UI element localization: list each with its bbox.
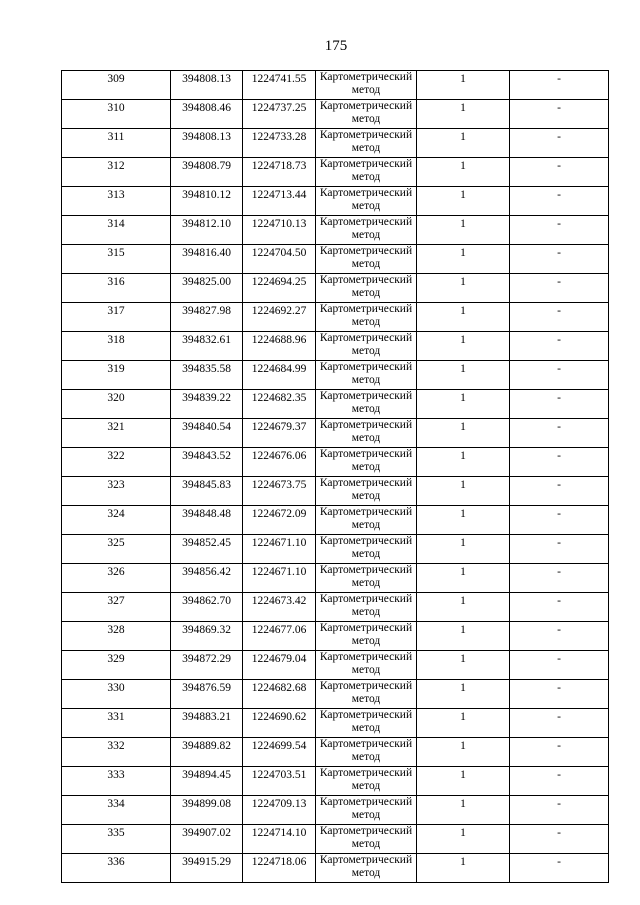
y-coordinate-cell: 1224733.28: [243, 129, 316, 158]
accuracy-cell: 1: [417, 187, 510, 216]
y-coordinate-cell: 1224682.35: [243, 390, 316, 419]
point-number-cell: 318: [62, 332, 171, 361]
table-row: [62, 651, 609, 680]
table-row: [62, 738, 609, 767]
method-cell: [316, 129, 417, 158]
method-text: Картометрический метод: [319, 564, 413, 589]
note-cell: -: [510, 71, 609, 100]
method-text: Картометрический метод: [319, 651, 413, 676]
method-text: Картометрический метод: [319, 825, 413, 850]
table-row: [62, 709, 609, 738]
method-text: Картометрический метод: [319, 216, 413, 241]
table-row: [62, 303, 609, 332]
x-coordinate-cell: 394839.22: [171, 390, 243, 419]
x-coordinate-cell: 394840.54: [171, 419, 243, 448]
x-coordinate-cell: 394843.52: [171, 448, 243, 477]
table-row: [62, 767, 609, 796]
point-number-cell: 332: [62, 738, 171, 767]
accuracy-cell: 1: [417, 767, 510, 796]
accuracy-cell: 1: [417, 825, 510, 854]
note-cell: -: [510, 332, 609, 361]
method-cell: [316, 796, 417, 825]
x-coordinate-cell: 394915.29: [171, 854, 243, 883]
note-cell: -: [510, 361, 609, 390]
accuracy-cell: 1: [417, 680, 510, 709]
method-text: Картометрический метод: [319, 100, 413, 125]
accuracy-cell: 1: [417, 564, 510, 593]
point-number-cell: 319: [62, 361, 171, 390]
method-cell: [316, 100, 417, 129]
table-row: [62, 622, 609, 651]
method-text: Картометрический метод: [319, 187, 413, 212]
method-text: Картометрический метод: [319, 738, 413, 763]
point-number-cell: 328: [62, 622, 171, 651]
x-coordinate-cell: 394835.58: [171, 361, 243, 390]
method-text: Картометрический метод: [319, 854, 413, 879]
method-text: Картометрический метод: [319, 332, 413, 357]
y-coordinate-cell: 1224710.13: [243, 216, 316, 245]
table-row: [62, 796, 609, 825]
point-number-cell: 310: [62, 100, 171, 129]
y-coordinate-cell: 1224694.25: [243, 274, 316, 303]
point-number-cell: 313: [62, 187, 171, 216]
note-cell: -: [510, 419, 609, 448]
method-text: Картометрический метод: [319, 390, 413, 415]
x-coordinate-cell: 394808.46: [171, 100, 243, 129]
table-row: [62, 245, 609, 274]
accuracy-cell: 1: [417, 796, 510, 825]
accuracy-cell: 1: [417, 448, 510, 477]
note-cell: -: [510, 158, 609, 187]
accuracy-cell: 1: [417, 419, 510, 448]
method-cell: [316, 187, 417, 216]
method-cell: [316, 448, 417, 477]
accuracy-cell: 1: [417, 709, 510, 738]
point-number-cell: 329: [62, 651, 171, 680]
x-coordinate-cell: 394808.13: [171, 71, 243, 100]
x-coordinate-cell: 394808.79: [171, 158, 243, 187]
method-text: Картометрический метод: [319, 158, 413, 183]
x-coordinate-cell: 394907.02: [171, 825, 243, 854]
table-row: [62, 448, 609, 477]
method-text: Картометрический метод: [319, 361, 413, 386]
note-cell: -: [510, 216, 609, 245]
method-cell: [316, 158, 417, 187]
x-coordinate-cell: 394889.82: [171, 738, 243, 767]
point-number-cell: 309: [62, 71, 171, 100]
method-cell: [316, 738, 417, 767]
note-cell: -: [510, 825, 609, 854]
method-cell: [316, 390, 417, 419]
x-coordinate-cell: 394899.08: [171, 796, 243, 825]
method-cell: [316, 332, 417, 361]
x-coordinate-cell: 394810.12: [171, 187, 243, 216]
point-number-cell: 324: [62, 506, 171, 535]
point-number-cell: 334: [62, 796, 171, 825]
method-text: Картометрический метод: [319, 709, 413, 734]
note-cell: -: [510, 709, 609, 738]
y-coordinate-cell: 1224737.25: [243, 100, 316, 129]
point-number-cell: 322: [62, 448, 171, 477]
y-coordinate-cell: 1224714.10: [243, 825, 316, 854]
table-row: [62, 593, 609, 622]
method-cell: [316, 216, 417, 245]
method-cell: [316, 506, 417, 535]
note-cell: -: [510, 622, 609, 651]
note-cell: -: [510, 651, 609, 680]
y-coordinate-cell: 1224703.51: [243, 767, 316, 796]
note-cell: -: [510, 854, 609, 883]
note-cell: -: [510, 245, 609, 274]
method-text: Картометрический метод: [319, 593, 413, 618]
point-number-cell: 323: [62, 477, 171, 506]
point-number-cell: 314: [62, 216, 171, 245]
method-cell: [316, 564, 417, 593]
point-number-cell: 317: [62, 303, 171, 332]
method-cell: [316, 274, 417, 303]
x-coordinate-cell: 394856.42: [171, 564, 243, 593]
accuracy-cell: 1: [417, 593, 510, 622]
method-cell: [316, 767, 417, 796]
table-row: [62, 506, 609, 535]
y-coordinate-cell: 1224679.37: [243, 419, 316, 448]
point-number-cell: 326: [62, 564, 171, 593]
method-cell: [316, 593, 417, 622]
accuracy-cell: 1: [417, 245, 510, 274]
method-text: Картометрический метод: [319, 274, 413, 299]
point-number-cell: 327: [62, 593, 171, 622]
x-coordinate-cell: 394869.32: [171, 622, 243, 651]
x-coordinate-cell: 394862.70: [171, 593, 243, 622]
coordinates-table-body: [62, 71, 609, 883]
point-number-cell: 331: [62, 709, 171, 738]
table-row: [62, 71, 609, 100]
method-text: Картометрический метод: [319, 622, 413, 647]
accuracy-cell: 1: [417, 216, 510, 245]
y-coordinate-cell: 1224688.96: [243, 332, 316, 361]
x-coordinate-cell: 394894.45: [171, 767, 243, 796]
note-cell: -: [510, 448, 609, 477]
y-coordinate-cell: 1224684.99: [243, 361, 316, 390]
accuracy-cell: 1: [417, 535, 510, 564]
accuracy-cell: 1: [417, 100, 510, 129]
table-row: [62, 680, 609, 709]
table-row: [62, 332, 609, 361]
accuracy-cell: 1: [417, 506, 510, 535]
table-row: [62, 564, 609, 593]
table-row: [62, 535, 609, 564]
method-text: Картометрический метод: [319, 535, 413, 560]
method-cell: [316, 303, 417, 332]
note-cell: -: [510, 796, 609, 825]
accuracy-cell: 1: [417, 738, 510, 767]
y-coordinate-cell: 1224676.06: [243, 448, 316, 477]
point-number-cell: 315: [62, 245, 171, 274]
accuracy-cell: 1: [417, 332, 510, 361]
method-text: Картометрический метод: [319, 303, 413, 328]
method-text: Картометрический метод: [319, 448, 413, 473]
table-row: [62, 129, 609, 158]
x-coordinate-cell: 394852.45: [171, 535, 243, 564]
accuracy-cell: 1: [417, 71, 510, 100]
y-coordinate-cell: 1224699.54: [243, 738, 316, 767]
accuracy-cell: 1: [417, 361, 510, 390]
point-number-cell: 312: [62, 158, 171, 187]
y-coordinate-cell: 1224671.10: [243, 535, 316, 564]
y-coordinate-cell: 1224741.55: [243, 71, 316, 100]
coordinates-table: [61, 70, 609, 883]
method-cell: [316, 245, 417, 274]
method-cell: [316, 854, 417, 883]
point-number-cell: 320: [62, 390, 171, 419]
y-coordinate-cell: 1224713.44: [243, 187, 316, 216]
note-cell: -: [510, 564, 609, 593]
method-cell: [316, 622, 417, 651]
y-coordinate-cell: 1224704.50: [243, 245, 316, 274]
table-row: [62, 390, 609, 419]
point-number-cell: 336: [62, 854, 171, 883]
method-cell: [316, 709, 417, 738]
note-cell: -: [510, 535, 609, 564]
table-row: [62, 100, 609, 129]
x-coordinate-cell: 394825.00: [171, 274, 243, 303]
method-cell: [316, 651, 417, 680]
y-coordinate-cell: 1224679.04: [243, 651, 316, 680]
point-number-cell: 325: [62, 535, 171, 564]
note-cell: -: [510, 680, 609, 709]
point-number-cell: 330: [62, 680, 171, 709]
page-number: 175: [324, 38, 348, 54]
accuracy-cell: 1: [417, 303, 510, 332]
y-coordinate-cell: 1224671.10: [243, 564, 316, 593]
x-coordinate-cell: 394808.13: [171, 129, 243, 158]
method-text: Картометрический метод: [319, 419, 413, 444]
note-cell: -: [510, 274, 609, 303]
method-cell: [316, 535, 417, 564]
table-row: [62, 419, 609, 448]
accuracy-cell: 1: [417, 854, 510, 883]
x-coordinate-cell: 394883.21: [171, 709, 243, 738]
table-row: [62, 274, 609, 303]
x-coordinate-cell: 394872.29: [171, 651, 243, 680]
y-coordinate-cell: 1224673.75: [243, 477, 316, 506]
point-number-cell: 321: [62, 419, 171, 448]
x-coordinate-cell: 394848.48: [171, 506, 243, 535]
note-cell: -: [510, 477, 609, 506]
note-cell: -: [510, 506, 609, 535]
note-cell: -: [510, 390, 609, 419]
y-coordinate-cell: 1224682.68: [243, 680, 316, 709]
accuracy-cell: 1: [417, 622, 510, 651]
table-row: [62, 854, 609, 883]
accuracy-cell: 1: [417, 477, 510, 506]
point-number-cell: 333: [62, 767, 171, 796]
method-text: Картометрический метод: [319, 767, 413, 792]
point-number-cell: 311: [62, 129, 171, 158]
y-coordinate-cell: 1224673.42: [243, 593, 316, 622]
method-text: Картометрический метод: [319, 796, 413, 821]
method-text: Картометрический метод: [319, 506, 413, 531]
table-row: [62, 158, 609, 187]
accuracy-cell: 1: [417, 274, 510, 303]
y-coordinate-cell: 1224718.06: [243, 854, 316, 883]
y-coordinate-cell: 1224672.09: [243, 506, 316, 535]
method-cell: [316, 361, 417, 390]
method-cell: [316, 71, 417, 100]
method-text: Картометрический метод: [319, 245, 413, 270]
table-row: [62, 216, 609, 245]
method-cell: [316, 680, 417, 709]
y-coordinate-cell: 1224692.27: [243, 303, 316, 332]
method-text: Картометрический метод: [319, 71, 413, 96]
y-coordinate-cell: 1224690.62: [243, 709, 316, 738]
method-text: Картометрический метод: [319, 129, 413, 154]
table-row: [62, 361, 609, 390]
note-cell: -: [510, 593, 609, 622]
note-cell: -: [510, 767, 609, 796]
accuracy-cell: 1: [417, 129, 510, 158]
accuracy-cell: 1: [417, 390, 510, 419]
method-text: Картометрический метод: [319, 477, 413, 502]
x-coordinate-cell: 394876.59: [171, 680, 243, 709]
x-coordinate-cell: 394832.61: [171, 332, 243, 361]
method-text: Картометрический метод: [319, 680, 413, 705]
point-number-cell: 316: [62, 274, 171, 303]
accuracy-cell: 1: [417, 651, 510, 680]
note-cell: -: [510, 187, 609, 216]
method-cell: [316, 825, 417, 854]
method-cell: [316, 419, 417, 448]
x-coordinate-cell: 394812.10: [171, 216, 243, 245]
method-cell: [316, 477, 417, 506]
table-row: [62, 187, 609, 216]
y-coordinate-cell: 1224709.13: [243, 796, 316, 825]
y-coordinate-cell: 1224677.06: [243, 622, 316, 651]
note-cell: -: [510, 303, 609, 332]
accuracy-cell: 1: [417, 158, 510, 187]
table-row: [62, 477, 609, 506]
note-cell: -: [510, 738, 609, 767]
note-cell: -: [510, 100, 609, 129]
note-cell: -: [510, 129, 609, 158]
x-coordinate-cell: 394845.83: [171, 477, 243, 506]
x-coordinate-cell: 394816.40: [171, 245, 243, 274]
point-number-cell: 335: [62, 825, 171, 854]
table-row: [62, 825, 609, 854]
x-coordinate-cell: 394827.98: [171, 303, 243, 332]
y-coordinate-cell: 1224718.73: [243, 158, 316, 187]
